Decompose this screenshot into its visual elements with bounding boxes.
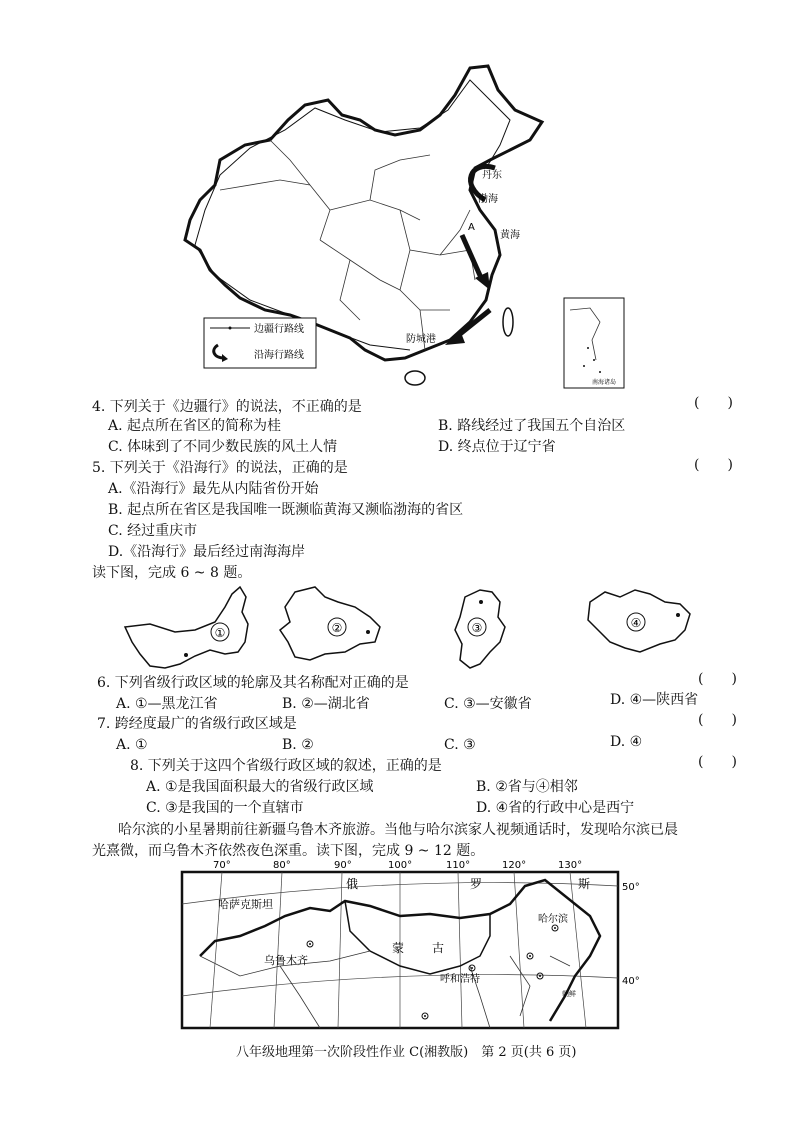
label-hohhot: 呼和浩特 xyxy=(440,974,480,985)
q8-stem: 8. 下列关于这四个省级行政区域的叙述，正确的是 xyxy=(130,758,442,774)
q7-option-d[interactable]: D. ④ xyxy=(610,734,643,750)
lat-40: 40° xyxy=(622,976,640,987)
q6-bracket[interactable]: ( ) xyxy=(698,671,737,687)
label-urumqi: 乌鲁木齐 xyxy=(264,954,308,967)
q4-option-c[interactable]: C. 体味到了不同少数民族的风土人情 xyxy=(108,439,338,455)
q6-option-c[interactable]: C. ③—安徽省 xyxy=(444,696,532,712)
q7-option-b[interactable]: B. ② xyxy=(282,737,314,753)
page-footer: 八年级地理第一次阶段性作业 C(湘教版) 第 2 页(共 6 页) xyxy=(236,1045,577,1060)
province-label-1: ① xyxy=(214,626,226,640)
label-south-sea: 南海诸岛 xyxy=(592,379,617,386)
border-route-line xyxy=(195,80,510,350)
label-fangchenggang: 防城港 xyxy=(406,334,436,345)
label-harbin: 哈尔滨 xyxy=(538,914,568,925)
longitude-map xyxy=(170,856,650,1034)
q7-option-a[interactable]: A. ① xyxy=(116,737,148,753)
lon-110: 110° xyxy=(446,860,471,871)
label-si: 斯 xyxy=(578,877,591,891)
q5-stem: 5. 下列关于《沿海行》的说法，正确的是 xyxy=(92,460,348,476)
label-chaoxian: 朝鲜 xyxy=(562,990,576,998)
intro-9-12-line2: 光熹微，而乌鲁木齐依然夜色深重。读下图，完成 9 ~ 12 题。 xyxy=(92,843,485,859)
label-dandong: 丹东 xyxy=(482,170,502,181)
label-kazakhstan: 哈萨克斯坦 xyxy=(218,898,273,911)
label-gu: 古 xyxy=(432,941,445,955)
q5-option-a[interactable]: A.《沿海行》最先从内陆省份开始 xyxy=(108,481,319,497)
label-bohai: 渤海 xyxy=(478,194,498,205)
province-label-3: ③ xyxy=(471,621,483,635)
label-luo: 罗 xyxy=(470,877,483,891)
label-meng: 蒙 xyxy=(392,941,405,955)
china-route-map xyxy=(170,60,630,395)
label-e: 俄 xyxy=(346,877,359,891)
province-outline-2 xyxy=(280,587,380,660)
lat-50: 50° xyxy=(622,882,640,893)
q8-bracket[interactable]: ( ) xyxy=(698,754,737,770)
q6-option-a[interactable]: A. ①—黑龙江省 xyxy=(116,696,218,712)
q4-option-b[interactable]: B. 路线经过了我国五个自治区 xyxy=(438,418,626,434)
q8-option-b[interactable]: B. ②省与④相邻 xyxy=(476,779,578,795)
q7-option-c[interactable]: C. ③ xyxy=(444,737,476,753)
lon-70: 70° xyxy=(213,860,231,871)
province-outlines xyxy=(120,582,710,677)
q4-stem: 4. 下列关于《边疆行》的说法，不正确的是 xyxy=(92,399,362,415)
map-legend xyxy=(204,318,316,368)
q8-option-c[interactable]: C. ③是我国的一个直辖市 xyxy=(146,800,304,816)
q8-option-a[interactable]: A. ①是我国面积最大的省级行政区域 xyxy=(146,779,374,795)
south-sea-inset xyxy=(564,298,624,388)
lon-120: 120° xyxy=(502,860,527,871)
q5-option-d[interactable]: D.《沿海行》最后经过南海海岸 xyxy=(108,544,306,560)
intro-9-12-line1: 哈尔滨的小星暑期前往新疆乌鲁木齐旅游。当他与哈尔滨家人视频通话时，发现哈尔滨已晨 xyxy=(118,822,678,838)
q4-option-d[interactable]: D. 终点位于辽宁省 xyxy=(438,439,556,455)
q5-bracket[interactable]: ( ) xyxy=(694,457,733,473)
q8-option-d[interactable]: D. ④省的行政中心是西宁 xyxy=(476,800,635,816)
q6-stem: 6. 下列省级行政区域的轮廓及其名称配对正确的是 xyxy=(97,675,409,691)
label-a: A xyxy=(468,222,475,233)
q6-option-d[interactable]: D. ④—陕西省 xyxy=(610,692,699,708)
q4-bracket[interactable]: ( ) xyxy=(694,395,733,411)
lon-130: 130° xyxy=(558,860,583,871)
china-outline xyxy=(185,66,542,360)
legend-coast-label: 沿海行路线 xyxy=(254,350,304,361)
label-huanghai: 黄海 xyxy=(500,230,520,241)
q4-option-a[interactable]: A. 起点所在省区的简称为桂 xyxy=(108,418,282,434)
lon-100: 100° xyxy=(388,860,413,871)
coast-route-arrow-2 xyxy=(462,235,482,280)
intro-6-8: 读下图，完成 6 ~ 8 题。 xyxy=(92,565,252,581)
q5-option-b[interactable]: B. 起点所在省区是我国唯一既濒临黄海又濒临渤海的省区 xyxy=(108,502,464,518)
province-label-2: ② xyxy=(331,621,343,635)
lon-80: 80° xyxy=(273,860,291,871)
q7-bracket[interactable]: ( ) xyxy=(698,712,737,728)
lon-90: 90° xyxy=(334,860,352,871)
q7-stem: 7. 跨经度最广的省级行政区域是 xyxy=(97,716,297,732)
legend-border-label: 边疆行路线 xyxy=(254,324,304,335)
q6-option-b[interactable]: B. ②—湖北省 xyxy=(282,696,370,712)
q5-option-c[interactable]: C. 经过重庆市 xyxy=(108,523,198,539)
province-label-4: ④ xyxy=(630,616,642,630)
